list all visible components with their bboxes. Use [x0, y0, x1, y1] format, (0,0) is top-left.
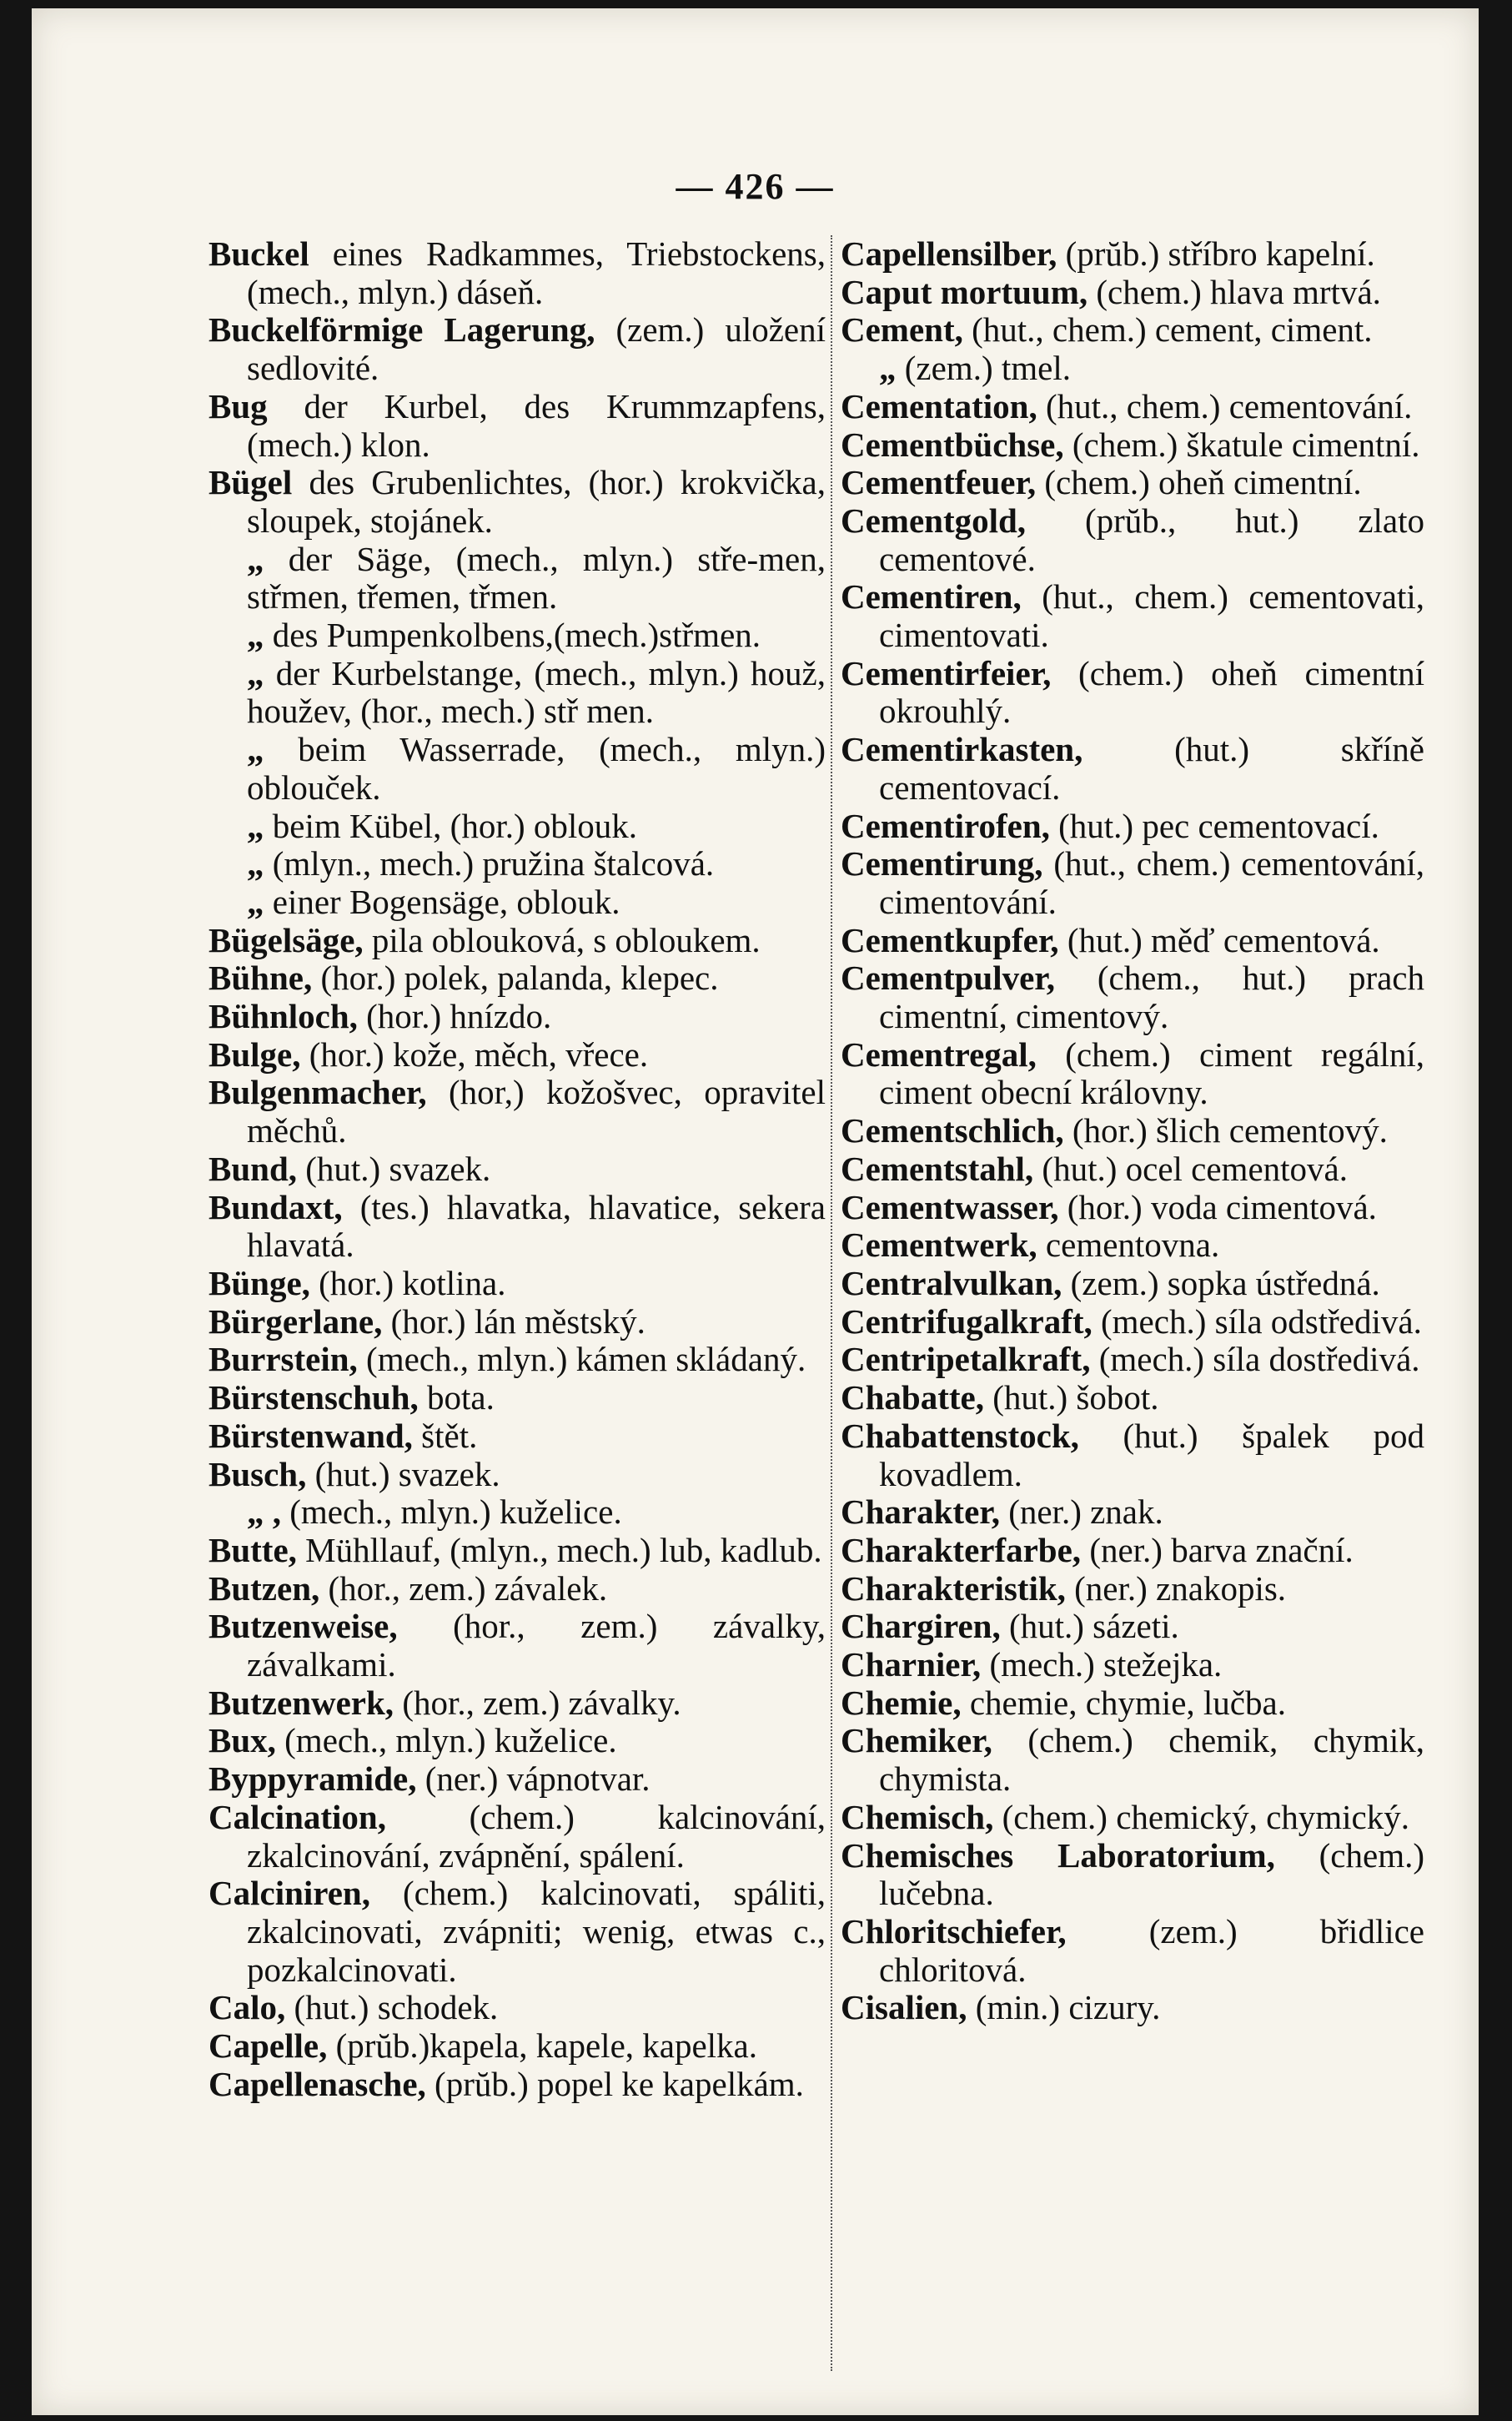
entry-headword: „ — [247, 844, 264, 883]
dictionary-entry — [841, 1379, 1424, 1417]
entry-headword: Centrifugalkraft, — [841, 1301, 1093, 1341]
entry-definition: (prŭb.) stříbro kapelní. — [1065, 234, 1375, 273]
dictionary-entry — [841, 1684, 1424, 1723]
entry-definition: beim Wasserrade, (mech., mlyn.) oblouček. — [247, 730, 826, 807]
entry-definition: štět. — [421, 1416, 478, 1455]
entry-headword: „ — [247, 882, 264, 921]
dictionary-entry — [208, 541, 826, 617]
entry-definition: der Kurbelstange, (mech., mlyn.) houž, houžev, (hor., mech.) stř men. — [247, 653, 826, 731]
entry-headword: Bürstenschuh, — [208, 1378, 419, 1417]
entry-definition: (hut.) skříně cementovací. — [879, 730, 1424, 807]
entry-headword: Buckelförmige Lagerung, — [208, 310, 595, 350]
entry-headword: „ — [247, 539, 264, 578]
entry-definition: (hor,) kožošvec, opravitel měchů. — [247, 1073, 826, 1150]
dictionary-entry — [208, 959, 826, 998]
dictionary-entry — [208, 464, 826, 540]
dictionary-entry — [841, 426, 1424, 465]
dictionary-entry — [841, 1303, 1424, 1341]
dictionary-entry — [208, 883, 826, 922]
entry-headword: Chloritschiefer, — [841, 1911, 1067, 1950]
entry-definition: eines Radkammes, Triebstockens, (mech., mlyn.) dáseň. — [247, 234, 826, 311]
entry-headword: „ — [879, 349, 897, 388]
entry-definition: des Pumpenkolbens,(mech.)střmen. — [272, 616, 761, 655]
dictionary-entry — [208, 1456, 826, 1494]
dictionary-entry — [841, 1989, 1424, 2027]
dictionary-entry — [841, 845, 1424, 921]
entry-headword: Cementirkasten, — [841, 730, 1083, 769]
dictionary-entry — [208, 1493, 826, 1532]
entry-headword: Cementfeuer, — [841, 463, 1037, 502]
right-column — [841, 235, 1424, 2027]
entry-definition: (ner.) vápnotvar. — [424, 1759, 651, 1799]
dictionary-entry — [208, 388, 826, 464]
entry-definition: (prŭb.)kapela, kapele, kapelka. — [335, 2026, 758, 2066]
dictionary-entry — [208, 1760, 826, 1799]
entry-headword: Cementbüchse, — [841, 425, 1064, 464]
dictionary-entry — [208, 1875, 826, 1989]
dictionary-entry — [841, 502, 1424, 578]
entry-definition: (hut., chem.) cementovati, cimentovati. — [879, 577, 1425, 655]
entry-definition: (hor.) kože, měch, vřece. — [309, 1034, 649, 1074]
dictionary-entry — [841, 1417, 1424, 1493]
entry-headword: Chemisches Laboratorium, — [841, 1835, 1275, 1875]
dictionary-entry — [208, 1265, 826, 1303]
column-divider — [831, 235, 834, 2371]
entry-definition: (mech.) síla dostředivá. — [1098, 1340, 1420, 1379]
entry-headword: „ — [247, 730, 264, 769]
entry-headword: Cementirofen, — [841, 806, 1050, 845]
entry-headword: Bügelsäge, — [208, 920, 364, 959]
entry-headword: Calcination, — [208, 1797, 386, 1836]
entry-definition: (chem.) hlava mrtvá. — [1096, 272, 1381, 311]
entry-definition: Mühllauf, (mlyn., mech.) lub, kadlub. — [305, 1530, 822, 1569]
entry-headword: Capellenasche, — [208, 2064, 426, 2103]
page-number: — 426 — — [676, 166, 835, 207]
dictionary-entry — [841, 464, 1424, 502]
entry-headword: Cementwasser, — [841, 1187, 1059, 1226]
entry-headword: Chargiren, — [841, 1607, 1001, 1646]
entry-headword: Charakter, — [841, 1492, 1000, 1532]
dictionary-page — [32, 8, 1479, 2415]
entry-headword: Bürgerlane, — [208, 1301, 383, 1341]
dictionary-entry — [841, 1493, 1424, 1532]
dictionary-entry — [841, 578, 1424, 654]
entry-definition: (hut.) sázeti. — [1008, 1607, 1179, 1646]
entry-definition: cementovna. — [1045, 1226, 1220, 1265]
entry-definition: pila oblouková, s obloukem. — [371, 920, 761, 959]
entry-definition: (mech., mlyn.) kuželice. — [289, 1492, 622, 1532]
entry-headword: Bulge, — [208, 1034, 301, 1074]
entry-headword: Busch, — [208, 1454, 307, 1493]
dictionary-entry — [208, 922, 826, 960]
entry-headword: Cementregal, — [841, 1034, 1037, 1074]
dictionary-entry — [208, 655, 826, 731]
dictionary-entry — [208, 2066, 826, 2104]
entry-headword: Bühnloch, — [208, 997, 358, 1036]
entry-headword: Bund, — [208, 1149, 298, 1188]
entry-definition: (hor.) šlich cementový. — [1072, 1111, 1388, 1150]
entry-headword: Bug — [208, 386, 268, 425]
entry-headword: Cementgold, — [841, 501, 1027, 540]
entry-headword: Capellensilber, — [841, 234, 1057, 273]
dictionary-entry — [208, 808, 826, 846]
entry-headword: Chabattenstock, — [841, 1416, 1079, 1455]
entry-definition: (mech., mlyn.) kuželice. — [284, 1721, 617, 1760]
entry-definition: (hut.) schodek. — [294, 1988, 499, 2027]
dictionary-entry — [841, 922, 1424, 960]
entry-headword: Cementirfeier, — [841, 653, 1052, 692]
dictionary-entry — [208, 1608, 826, 1684]
entry-headword: Butzen, — [208, 1568, 320, 1608]
entry-definition: der Säge, (mech., mlyn.) stře-men, střmen, třemen, třmen. — [247, 539, 826, 617]
dictionary-entry — [841, 235, 1424, 274]
entry-definition: (hut.) měď cementová. — [1067, 920, 1380, 959]
entry-headword: „ — [247, 616, 264, 655]
entry-definition: (hor.) kotlina. — [319, 1263, 506, 1302]
entry-definition: (ner.) barva znační. — [1089, 1530, 1354, 1569]
dictionary-entry — [208, 1417, 826, 1456]
dictionary-entry — [208, 1341, 826, 1379]
entry-definition: (hor.) lán městský. — [390, 1301, 645, 1341]
entry-headword: Centripetalkraft, — [841, 1340, 1091, 1379]
entry-definition: (hor., zem.) závalky. — [402, 1683, 681, 1722]
left-column — [208, 235, 826, 2103]
dictionary-entry — [208, 731, 826, 807]
entry-headword: Cisalien, — [841, 1988, 967, 2027]
dictionary-entry — [841, 1265, 1424, 1303]
entry-definition: (zem.) tmel. — [904, 349, 1071, 388]
entry-definition: der Kurbel, des Krummzapfens, (mech.) klon. — [247, 386, 826, 464]
entry-definition: (chem.) ciment regální, ciment obecní královny. — [879, 1034, 1424, 1112]
entry-headword: Cement, — [841, 310, 963, 350]
entry-definition: (hut., chem.) cement, ciment. — [972, 310, 1373, 350]
dictionary-entry — [841, 1226, 1424, 1265]
entry-headword: Cementpulver, — [841, 959, 1055, 998]
dictionary-entry — [841, 311, 1424, 350]
entry-headword: Bühne, — [208, 959, 313, 998]
entry-headword: Chemisch, — [841, 1797, 994, 1836]
dictionary-entry — [208, 1532, 826, 1570]
entry-headword: „ , — [247, 1492, 281, 1532]
dictionary-entry — [841, 655, 1424, 731]
entry-headword: Bundaxt, — [208, 1187, 343, 1226]
entry-definition: (zem.) sopka ústředná. — [1070, 1263, 1380, 1302]
dictionary-entry — [208, 1379, 826, 1417]
dictionary-entry — [208, 1036, 826, 1075]
dictionary-entry — [841, 1799, 1424, 1837]
entry-headword: Cementschlich, — [841, 1111, 1064, 1150]
entry-definition: (ner.) znakopis. — [1074, 1568, 1287, 1608]
entry-definition: (chem.) oheň cimentní. — [1044, 463, 1362, 502]
dictionary-entry — [208, 2027, 826, 2066]
entry-definition: (hor.) polek, palanda, klepec. — [320, 959, 719, 998]
entry-definition: (tes.) hlavatka, hlavatice, sekera hlavatá. — [247, 1187, 826, 1265]
entry-headword: Caput mortuum, — [841, 272, 1088, 311]
dictionary-entry — [841, 808, 1424, 846]
dictionary-entry — [841, 1150, 1424, 1189]
dictionary-entry — [841, 959, 1424, 1035]
dictionary-entry — [841, 1646, 1424, 1684]
entry-headword: Calo, — [208, 1988, 286, 2027]
entry-headword: Chemie, — [841, 1683, 962, 1722]
entry-headword: Cementkupfer, — [841, 920, 1059, 959]
dictionary-entry — [841, 1112, 1424, 1150]
entry-definition: (mlyn., mech.) pružina štalcová. — [272, 844, 715, 883]
entry-definition: beim Kübel, (hor.) oblouk. — [272, 806, 638, 845]
entry-headword: Bux, — [208, 1721, 276, 1760]
dictionary-entry — [208, 1303, 826, 1341]
entry-headword: Butte, — [208, 1530, 297, 1569]
entry-definition: (ner.) znak. — [1008, 1492, 1163, 1532]
entry-definition: (zem.) břidlice chloritová. — [879, 1911, 1424, 1989]
dictionary-entry — [841, 1608, 1424, 1646]
entry-definition: (prŭb.) popel ke kapelkám. — [435, 2064, 804, 2103]
entry-headword: Charakterfarbe, — [841, 1530, 1082, 1569]
dictionary-entry — [208, 1989, 826, 2027]
entry-definition: (hut.) ocel cementová. — [1042, 1149, 1348, 1188]
entry-headword: Capelle, — [208, 2026, 328, 2066]
entry-definition: (chem.) kalcinovati, spáliti, zkalcinovati, zvápniti; wenig, etwas c., pozkalcinovati. — [247, 1874, 826, 1989]
entry-headword: Bulgenmacher, — [208, 1073, 427, 1112]
entry-headword: Chemiker, — [841, 1721, 992, 1760]
entry-definition: (chem.) chemik, chymik, chymista. — [879, 1721, 1424, 1799]
dictionary-entry — [841, 350, 1424, 388]
entry-headword: „ — [247, 806, 264, 845]
entry-definition: (hor.) hnízdo. — [366, 997, 552, 1036]
dictionary-entry — [841, 1837, 1424, 1913]
dictionary-entry — [208, 1570, 826, 1608]
entry-definition: (mech., mlyn.) kámen skládaný. — [366, 1340, 806, 1379]
dictionary-entry — [841, 1189, 1424, 1227]
dictionary-entry — [208, 1074, 826, 1150]
dictionary-entry — [841, 274, 1424, 312]
entry-headword: Butzenwerk, — [208, 1683, 394, 1722]
entry-headword: Byppyramide, — [208, 1759, 417, 1799]
dictionary-entry — [208, 1150, 826, 1189]
entry-headword: Chabatte, — [841, 1378, 984, 1417]
entry-headword: „ — [247, 653, 264, 692]
entry-headword: Calciniren, — [208, 1874, 370, 1913]
dictionary-entry — [841, 731, 1424, 807]
entry-definition: (min.) cizury. — [975, 1988, 1161, 2027]
entry-definition: (chem.) kalcinování, zkalcinování, zvápnění, spálení. — [247, 1797, 826, 1875]
entry-definition: (chem.) lučebna. — [879, 1835, 1424, 1913]
dictionary-entry — [841, 1341, 1424, 1379]
entry-headword: Charakteristik, — [841, 1568, 1066, 1608]
entry-definition: (hor., zem.) závalek. — [328, 1568, 608, 1608]
entry-definition: (hut.) špalek pod kovadlem. — [879, 1416, 1424, 1493]
entry-definition: (prŭb., hut.) zlato cementové. — [879, 501, 1425, 578]
entry-headword: Butzenweise, — [208, 1607, 398, 1646]
entry-headword: Charnier, — [841, 1645, 982, 1684]
entry-headword: Cementstahl, — [841, 1149, 1034, 1188]
entry-headword: Cementwerk, — [841, 1226, 1037, 1265]
entry-definition: (chem.) škatule cimentní. — [1072, 425, 1420, 464]
dictionary-entry — [208, 311, 826, 387]
dictionary-entry — [208, 617, 826, 655]
entry-definition: (hut.) svazek. — [305, 1149, 491, 1188]
entry-headword: Centralvulkan, — [841, 1263, 1062, 1302]
entry-headword: Buckel — [208, 234, 309, 273]
entry-headword: Burrstein, — [208, 1340, 358, 1379]
entry-definition: (hut., chem.) cementování, cimentování. — [879, 844, 1424, 921]
entry-headword: Cementation, — [841, 386, 1037, 425]
dictionary-entry — [841, 1913, 1424, 1989]
entry-definition: bota. — [427, 1378, 495, 1417]
entry-definition: (hor.) voda cimentová. — [1067, 1187, 1377, 1226]
entry-definition: des Grubenlichtes, (hor.) krokvička, sloupek, stojánek. — [247, 463, 826, 540]
dictionary-entry — [841, 1570, 1424, 1608]
entry-definition: (hut., chem.) cementování. — [1045, 386, 1413, 425]
entry-definition: (chem., hut.) prach cimentní, cimentový. — [879, 959, 1424, 1036]
entry-definition: (hor., zem.) závalky, závalkami. — [247, 1607, 826, 1684]
entry-headword: Bürstenwand, — [208, 1416, 413, 1455]
dictionary-entry — [208, 235, 826, 311]
entry-definition: (zem.) uložení sedlovité. — [247, 310, 826, 388]
dictionary-entry — [208, 1722, 826, 1760]
entry-headword: Bünge, — [208, 1263, 310, 1302]
dictionary-entry — [841, 1532, 1424, 1570]
entry-headword: Bügel — [208, 463, 293, 502]
dictionary-entry — [208, 998, 826, 1036]
entry-definition: chemie, chymie, lučba. — [969, 1683, 1286, 1722]
dictionary-entry — [208, 845, 826, 883]
entry-definition: (mech.) síla odstředivá. — [1101, 1301, 1422, 1341]
dictionary-entry — [208, 1799, 826, 1875]
entry-definition: (hut.) pec cementovací. — [1058, 806, 1379, 845]
entry-definition: einer Bogensäge, oblouk. — [272, 882, 620, 921]
entry-headword: Cementirung, — [841, 844, 1043, 883]
dictionary-entry — [208, 1684, 826, 1723]
entry-definition: (chem.) chemický, chymický. — [1002, 1797, 1410, 1836]
entry-definition: (mech.) stežejka. — [989, 1645, 1223, 1684]
entry-definition: (hut.) šobot. — [992, 1378, 1159, 1417]
dictionary-entry — [841, 388, 1424, 426]
dictionary-entry — [841, 1722, 1424, 1798]
entry-headword: Cementiren, — [841, 577, 1022, 617]
entry-definition: (hut.) svazek. — [314, 1454, 500, 1493]
dictionary-entry — [208, 1189, 826, 1265]
entry-definition: (chem.) oheň cimentní okrouhlý. — [879, 653, 1424, 731]
dictionary-entry — [841, 1036, 1424, 1112]
